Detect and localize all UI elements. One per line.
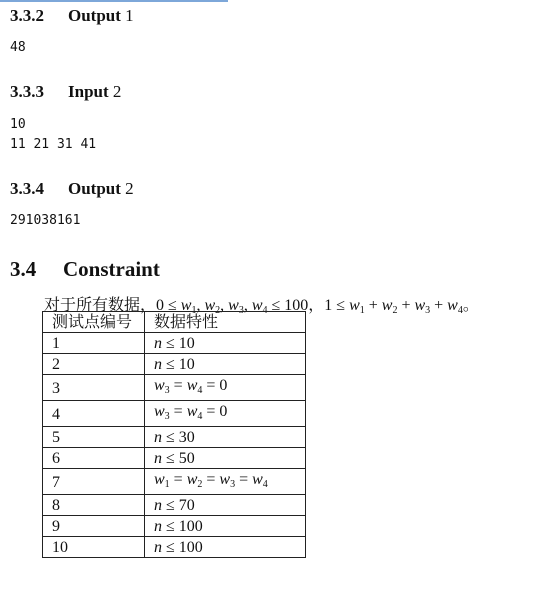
section-index: 1 (125, 6, 134, 25)
section-index: 2 (112, 82, 122, 101)
feature-cell: n ≤ 100 (145, 537, 306, 558)
feature-cell: n ≤ 50 (145, 448, 306, 469)
section-number: 3.3.4 (10, 179, 44, 198)
output-1-line: 48 (10, 40, 26, 55)
test-id-cell: 9 (43, 516, 145, 537)
table-row (43, 469, 306, 495)
table-row (43, 333, 306, 354)
table-row (43, 401, 306, 427)
description-suffix: 。 (462, 297, 479, 314)
test-id-cell: 5 (43, 427, 145, 448)
table-row (43, 375, 306, 401)
test-id-cell: 4 (43, 401, 145, 427)
section-heading-input-2 (10, 82, 121, 102)
section-number: 3.4 (10, 257, 37, 281)
test-id-cell: 6 (43, 448, 145, 469)
feature-cell: $w_1 = w_2 = w_3 = w_4$ (145, 469, 306, 495)
test-id-cell: 1 (43, 333, 145, 354)
feature-cell: n ≤ 10 (145, 354, 306, 375)
constraint-description: 对于所有数据，$0 \le w_1$, $w_2$, $w_3$, $w_4 \le 100$，$1 \le w_1 + w_2 + w_3 + w_4$。 (44, 297, 479, 316)
section-title: Constraint (63, 257, 160, 281)
section-title: Output (68, 6, 121, 25)
column-header-test-id: 测试点编号 (43, 312, 145, 333)
section-title: Input (68, 82, 109, 101)
weight-range-formula: $0 \le w_1$, $w_2$, $w_3$, $w_4 \le 100$ (156, 297, 309, 316)
top-rule (0, 0, 228, 2)
section-index: 2 (125, 179, 134, 198)
output-2-line: 291038161 (10, 213, 81, 228)
section-number: 3.3.3 (10, 82, 44, 101)
feature-cell: n ≤ 100 (145, 516, 306, 537)
column-header-feature: 数据特性 (145, 312, 306, 333)
test-id-cell: 8 (43, 495, 145, 516)
feature-cell: $w_3 = w_4 = 0$ (145, 401, 306, 427)
input-2-line-1: 10 (10, 117, 26, 132)
test-id-cell: 10 (43, 537, 145, 558)
section-heading-output-2 (10, 179, 134, 199)
feature-cell: $w_3 = w_4 = 0$ (145, 375, 306, 401)
constraint-heading (10, 257, 160, 282)
table-row (43, 448, 306, 469)
constraint-table (42, 311, 306, 558)
feature-cell: n ≤ 70 (145, 495, 306, 516)
input-2-line-2: 11 21 31 41 (10, 137, 97, 152)
table-row (43, 516, 306, 537)
section-heading-output-1 (10, 6, 134, 26)
feature-cell: n ≤ 30 (145, 427, 306, 448)
table-row (43, 354, 306, 375)
table-row (43, 495, 306, 516)
test-id-cell: 7 (43, 469, 145, 495)
section-title: Output (68, 179, 121, 198)
test-id-cell: 2 (43, 354, 145, 375)
table-header-row (43, 312, 306, 333)
section-number: 3.3.2 (10, 6, 44, 25)
feature-cell: n ≤ 10 (145, 333, 306, 354)
weight-sum-formula: $1 \le w_1 + w_2 + w_3 + w_4$ (324, 297, 463, 316)
table-row (43, 537, 306, 558)
table-row (43, 427, 306, 448)
test-id-cell: 3 (43, 375, 145, 401)
description-prefix: 对于所有数据， (44, 297, 157, 314)
